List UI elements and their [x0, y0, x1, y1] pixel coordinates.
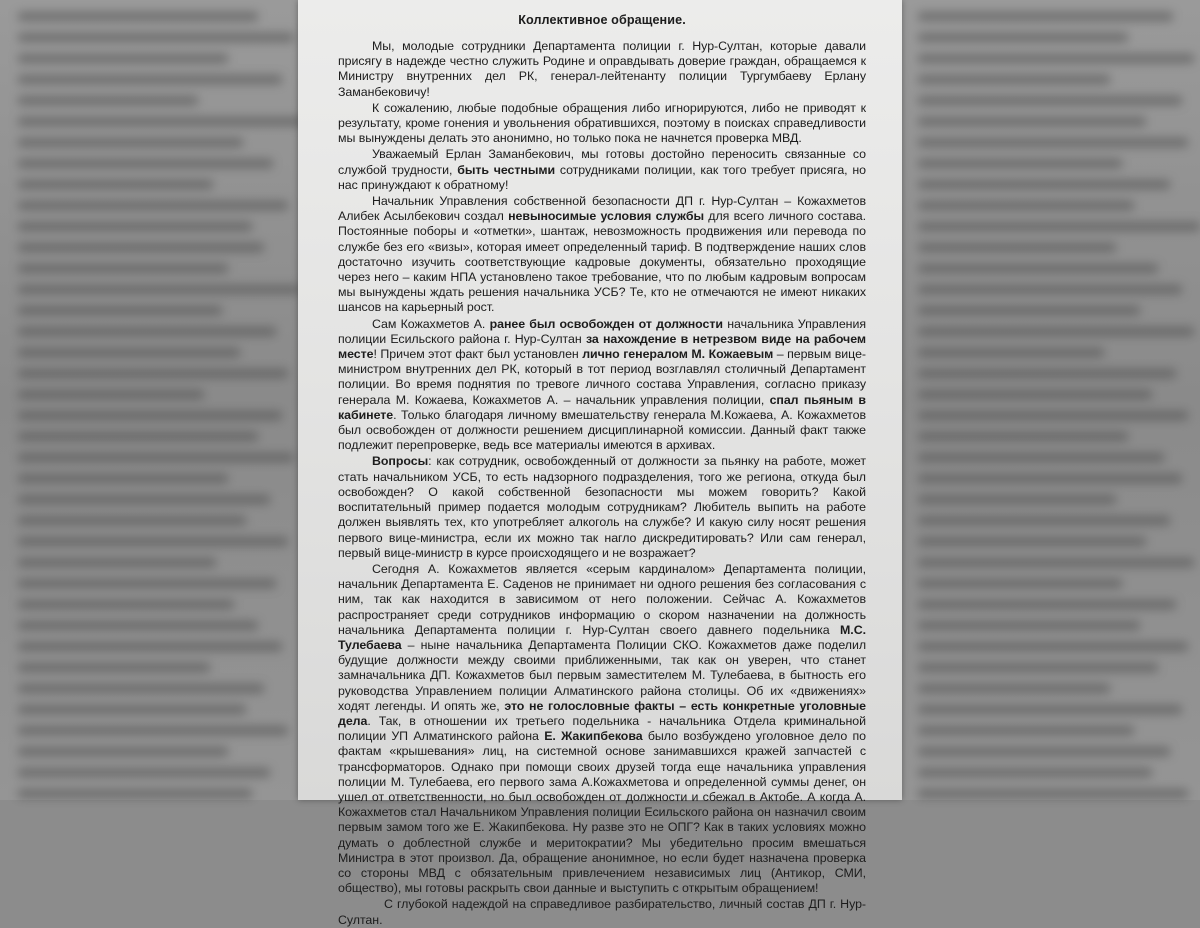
- bold-text: спал пьяным в кабинете: [338, 392, 867, 422]
- paragraph: [338, 101, 866, 147]
- text-run: Начальник Управления собственной безопасности ДП г. Нур-Султан – Кожахметов Алибек Асылбекович создал: [338, 194, 866, 224]
- text-run: Уважаемый Ерлан Заманбекович, мы готовы достойно переносить связанные со службой трудности,: [338, 147, 866, 177]
- document-title: Коллективное обращение.: [518, 13, 686, 27]
- paragraph: [338, 39, 866, 100]
- bold-text: М.С. Тулебаева: [338, 622, 866, 652]
- text-run: : как сотрудник, освобожденный от должности за пьянку на работе, может стать начальником УСБ, то есть надзорного подразделения, того же региона, откуда был освобожден? О какой собственной безопасности мы можем говорить? Какой воспитательный пример подается молодым сотрудникам? Любитель выпить на работе должен выявлять тех, кто употребляет алкоголь на службе? И какую силу носят решения первого вице-министра, если их можно так нагло дискредитировать? Или сам генерал, первый вице-министр в курсе происходящего и не возражает?: [338, 454, 866, 560]
- blurred-background-right: [900, 0, 1200, 800]
- paragraph: [338, 454, 866, 560]
- bold-text: за нахождение в нетрезвом виде на рабочем месте: [338, 331, 866, 362]
- text-run: сотрудниками полиции, как того требует присяга, но нас принуждают к обратному!: [338, 162, 866, 192]
- paragraph: [338, 147, 866, 193]
- blurred-background-left: [0, 0, 300, 800]
- paragraph: [338, 194, 866, 316]
- bold-text: ранее был освобожден от должности: [489, 316, 723, 331]
- text-run: для всего личного состава. Постоянные поборы и «отметки», шантаж, невозможность продвижения или перевода по службе без его «визы», которая имеет определенный тариф. В подтверждение наших слов достаточно изучить соответствующие кадровые документы, обязательно проходящие через него – каким НПА установлено такое требование, что по любым кадровым вопросам мы вынуждены ждать решения начальника УСБ? Те, кто не отмечаются не имеют никаких шансов на карьерный рост.: [338, 209, 866, 315]
- text-run: Сегодня А. Кожахметов является «серым кардиналом» Департамента полиции, начальник Департамента Е. Саденов не принимает ни одного решения без согласования с ним, так как находится в зависимом от него положении. Сейчас А. Кожахметов распространяет среди сотрудников информацию о скором назначении на должность начальника Департамента полиции г. Нур-Султан своего давнего подельника: [338, 561, 866, 637]
- text-run: было возбуждено уголовное дело по фактам «крышевания» лиц, на системной основе занимавшихся кражей запчастей с трансформаторов. Однако при помощи своих друзей тогда еще начальника управления полиции М. Тулебаева, его первого зама А.Кожахметова и определенной суммы денег, он ушел от ответственности, но был освобожден от должности и сбежал в Актобе. А когда А. Кожахметов стал Начальником Управления полиции Есильского района он назначил своим первым замом того же Е. Жакипбекова. Ну разве это не ОПГ? Как в таких условиях можно думать о доблестной службе и меритократии? Мы убедительно просим вмешаться Министра в этот произвол. Да, обращение анонимное, но если будет назначена проверка со стороны МВД с обязательным привлечением независимых лиц (Антикор, СМИ, общество), мы готовы раскрыть свои данные и выступить с открытым обращением!: [338, 729, 866, 896]
- text-run: начальника Управления полиции Есильского района г. Нур-Султан: [338, 316, 867, 346]
- text-run: С глубокой надеждой на справедливое разбирательство, личный состав ДП г. Нур-Султан.: [338, 897, 866, 927]
- bold-text: это не голословные факты – есть конкретные уголовные дела: [338, 698, 866, 728]
- document-body: [338, 39, 866, 928]
- text-run: . Только благодаря личному вмешательству генерала М.Кожаева, А. Кожахметов был освобожден от должности решением дисциплинарной комиссии. Данный факт также подлежит перепроверке, ведь все материалы имеются в архивах.: [338, 407, 866, 453]
- closing-line: [338, 897, 866, 927]
- bold-text: невыносимые условия службы: [508, 209, 705, 224]
- text-run: Мы, молодые сотрудники Департамента полиции г. Нур-Султан, которые давали присягу в надежде честно служить Родине и оправдывать доверие граждан, обращаемся к Министру внутренних дел РК, генерал-лейтенанту полиции Тургумбаеву Ерлану Заманбековичу!: [338, 39, 866, 99]
- bold-text: быть честными: [457, 162, 556, 177]
- paragraph: [338, 562, 866, 896]
- text-run: – ныне начальника Департамента Полиции СКО. Кожахметов даже поделил будущие должности между своими приближенными, так как он уверен, что станет замначальника ДП. Кожахметов был первым заместителем М. Тулебаева, в бытность его руководства Управлением полиции Алматинского района столицы. Об их «движениях» ходят легенды. И опять же,: [338, 637, 866, 713]
- text-run: К сожалению, любые подобные обращения либо игнорируются, либо не приводят к результату, кроме гонения и увольнения обратившихся, поэтому в поисках справедливости мы вынуждены делать это анонимно, но только пока не начнется проверка МВД.: [338, 100, 866, 146]
- bold-text: лично генералом М. Кожаевым: [582, 347, 774, 362]
- bold-text: Вопросы: [372, 454, 429, 469]
- bold-text: Е. Жакипбекова: [544, 729, 643, 744]
- document-page: [298, 0, 902, 927]
- text-run: . Так, в отношении их третьего подельника - начальника Отдела криминальной полиции УП Алматинского района: [338, 713, 866, 744]
- text-run: – первым вице-министром внутренних дел РК, который в тот период возглавлял столичный Департамент полиции. Во время поднятия по тревоге личного состава Управления, согласно приказу генерала М. Кожаева, Кожахметов А. – начальник управления полиции,: [338, 347, 866, 407]
- text-run: Сам Кожахметов А.: [372, 316, 490, 331]
- text-run: ! Причем этот факт был установлен: [373, 347, 583, 362]
- paragraph: [338, 317, 866, 454]
